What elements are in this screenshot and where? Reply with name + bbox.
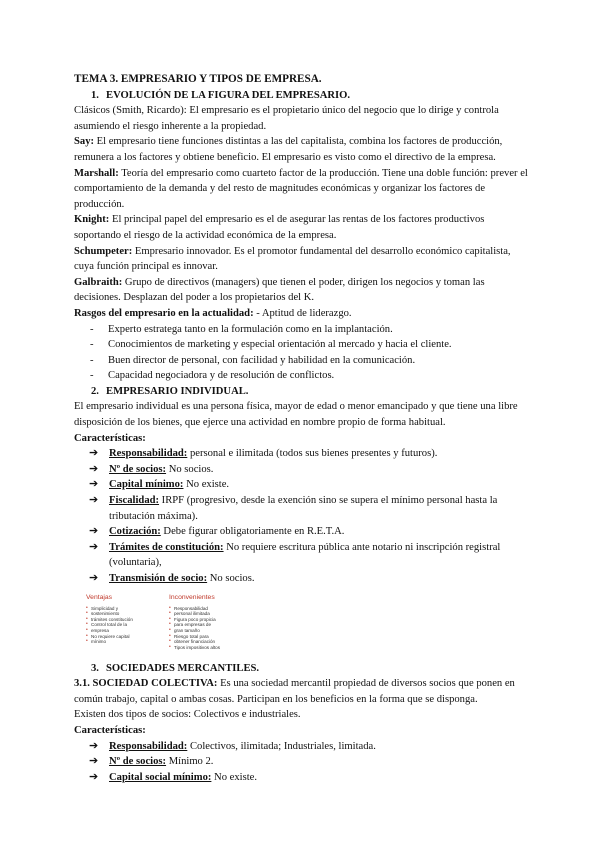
inconvenientes-heading: Inconvenientes — [169, 593, 215, 601]
arrow-icon: ➔ — [89, 739, 99, 752]
ventaja-item: • Control total de la — [86, 622, 162, 628]
inconveniente-item: • personal ilimitada — [169, 611, 259, 617]
ventajas-heading: Ventajas — [86, 593, 113, 601]
inconveniente-item: • Responsabilidad — [169, 606, 259, 612]
section-heading-1: 1. EVOLUCIÓN DE LA FIGURA DEL EMPRESARIO. — [91, 89, 351, 101]
paragraph-knight: Knight: El principal papel del empresario es el de asegurar las rentas de los factores productivos soportando el riesgo de la actividad económica de la empresa. — [74, 214, 485, 241]
ventaja-item: • Simplicidad y — [86, 606, 162, 612]
arrow-icon: ➔ — [89, 462, 99, 475]
colectiva-characteristics-list — [74, 739, 528, 786]
inconveniente-item: • Tipos impositivos altos — [169, 645, 259, 651]
arrow-icon: ➔ — [89, 447, 99, 460]
list-item: - Experto estratega tanto en la formulación como en la implantación. — [74, 322, 528, 338]
list-item: - Capacidad negociadora y de resolución de conflictos. — [74, 368, 528, 384]
caracteristicas-heading: Características: — [74, 432, 146, 444]
list-item: ➔ Nº de socios: No socios. — [74, 462, 528, 478]
paragraph-dos-tipos: Existen dos tipos de socios: Colectivos e industriales. — [74, 709, 301, 721]
list-item: ➔ Trámites de constitución: No requiere escritura pública ante notario ni inscripción registral (voluntaria), — [89, 540, 501, 569]
paragraph-clasicos: Clásicos (Smith, Ricardo): El empresario es el propietario único del negocio que lo dirige y controla asumiendo el riesgo inherente a la propiedad. — [74, 105, 499, 132]
ventaja-item: • trámites constitución — [86, 617, 162, 623]
inconveniente-item: • obtener financiación — [169, 639, 259, 645]
list-item: ➔ Capital social mínimo: No existe. — [74, 770, 528, 786]
arrow-icon: ➔ — [89, 755, 99, 768]
ventaja-item: • No requiere capital — [86, 634, 162, 640]
document-title: TEMA 3. EMPRESARIO Y TIPOS DE EMPRESA. — [74, 73, 322, 85]
section-heading-2: 2. EMPRESARIO INDIVIDUAL. — [91, 385, 249, 397]
document-page — [74, 72, 528, 785]
paragraph-say: Say: El empresario tiene funciones distintas a las del capitalista, combina los factores de producción, remunera a los factores y obtiene beneficio. El empresario es visto como el directivo de la empresa. — [74, 136, 503, 163]
inconvenientes-column — [169, 593, 259, 651]
paragraph-rasgos: Rasgos del empresario en la actualidad: - Aptitud de liderazgo. — [74, 307, 352, 319]
list-item: - Conocimientos de marketing y especial orientación al mercado y hacia el cliente. — [74, 337, 528, 353]
list-item: - Buen director de personal, con facilidad y habilidad en la comunicación. — [74, 353, 528, 369]
ventajas-inconvenientes-figure — [84, 593, 528, 653]
paragraph-colectiva: 3.1. SOCIEDAD COLECTIVA: Es una sociedad mercantil propiedad de diversos socios que ponen en común trabajo, capital o ambas cosas. Participan en los beneficios en la forma que se disponga. — [74, 678, 515, 705]
list-item: ➔ Responsabilidad: Colectivos, ilimitada; Industriales, limitada. — [74, 739, 528, 755]
paragraph-schumpeter: Schumpeter: Empresario innovador. Es el promotor fundamental del desarrollo económico capitalista, cuya función principal es innovar. — [74, 245, 511, 273]
paragraph-marshall: Marshall: Teoría del empresario como cuarteto factor de la producción. Tiene una doble función: prever el comportamiento de la demanda y del resto de magnitudes económicas y organizar los factores de producción. — [74, 167, 528, 210]
list-item: ➔ Capital mínimo: No existe. — [74, 477, 528, 493]
ventaja-item: • empresa — [86, 628, 162, 634]
paragraph-galbraith: Galbraith: Grupo de directivos (managers) que tienen el poder, dirigen los negocios y toman las decisiones. Desplazan del poder a los propietarios del K. — [74, 276, 485, 304]
individual-characteristics-list — [74, 446, 528, 586]
arrow-icon: ➔ — [89, 525, 99, 538]
arrow-icon: ➔ — [89, 494, 99, 507]
ventajas-column — [86, 593, 162, 645]
ventaja-item: • mínimo — [86, 639, 162, 645]
arrow-icon: ➔ — [89, 540, 99, 553]
inconveniente-item: • gran tamaño — [169, 628, 259, 634]
list-item: ➔ Nº de socios: Mínimo 2. — [74, 754, 528, 770]
inconveniente-item: • para empresas de — [169, 622, 259, 628]
arrow-icon: ➔ — [89, 770, 99, 783]
ventaja-item: • sostenimiento — [86, 611, 162, 617]
section-heading-3: 3. SOCIEDADES MERCANTILES. — [91, 662, 260, 674]
list-item: ➔ Cotización: Debe figurar obligatoriamente en R.E.T.A. — [74, 524, 528, 540]
caracteristicas-heading-2: Características: — [74, 724, 146, 736]
paragraph-individual: El empresario individual es una persona física, mayor de edad o menor emancipado y que tiene una libre disposición de los bienes, que ejerce una actividad en nombre propio de forma habitual. — [74, 401, 518, 429]
list-item: ➔ Responsabilidad: personal e ilimitada (todos sus bienes presentes y futuros). — [74, 446, 528, 462]
list-item: ➔ Transmisión de socio: No socios. — [74, 571, 528, 587]
inconveniente-item: • Riesgo total para — [169, 634, 259, 640]
arrow-icon: ➔ — [89, 478, 99, 491]
rasgos-list — [74, 322, 528, 384]
list-item: ➔ Fiscalidad: IRPF (progresivo, desde la exención sino se supera el mínimo personal hasta la tributación máxima). — [89, 494, 498, 522]
inconveniente-item: • Figura poco propicia — [169, 617, 259, 623]
arrow-icon: ➔ — [89, 572, 99, 584]
